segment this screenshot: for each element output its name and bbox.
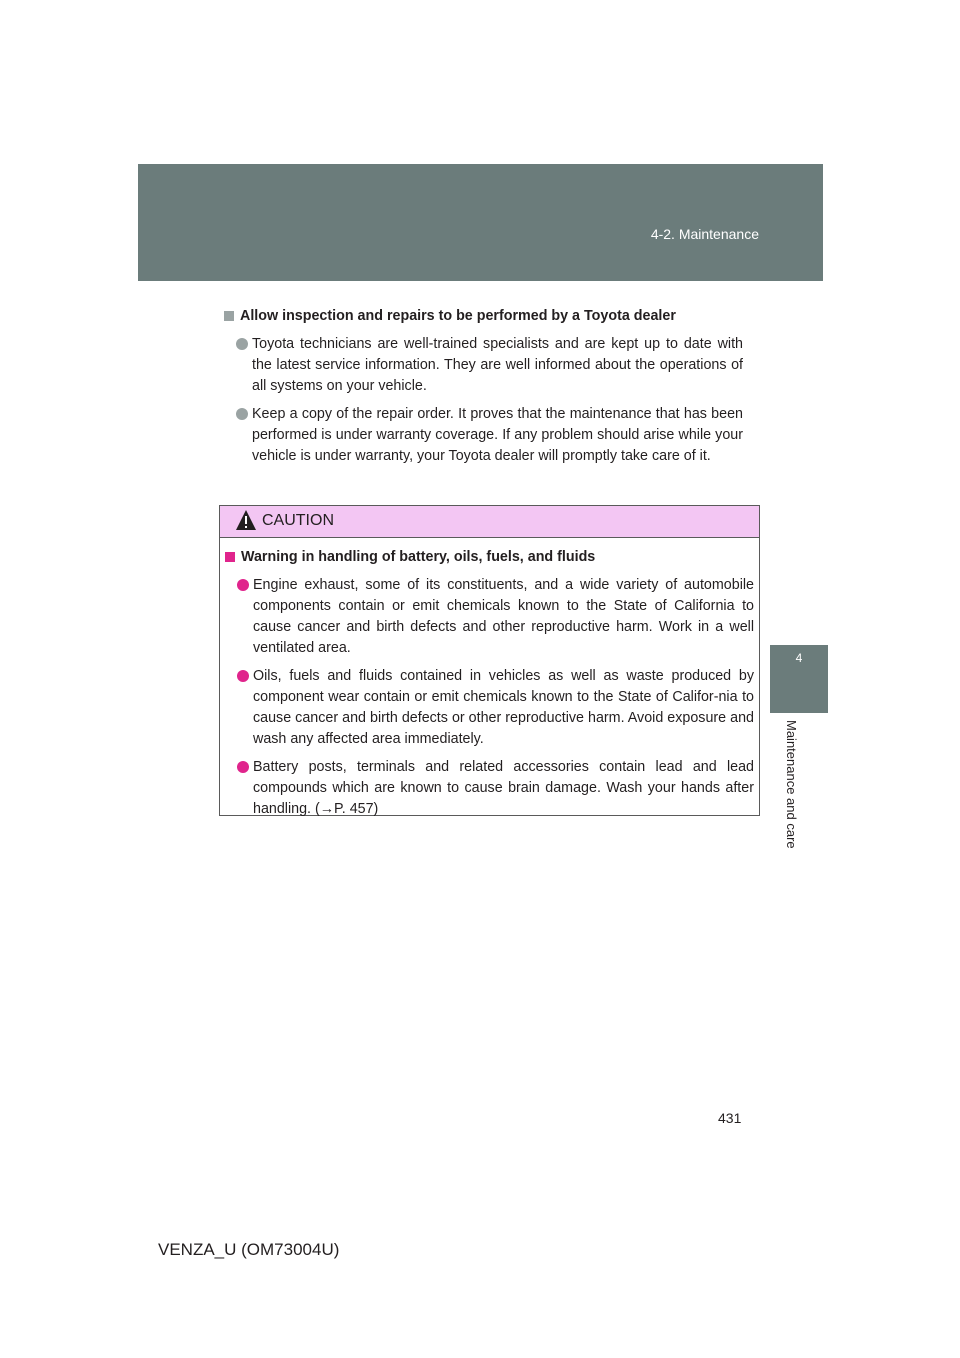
list-item: [224, 404, 743, 467]
list-item: [225, 757, 754, 820]
footer-code: VENZA_U (OM73004U): [158, 1240, 340, 1259]
list-item: [224, 334, 743, 397]
page-number: 431: [718, 1110, 742, 1126]
section-heading: [224, 306, 743, 327]
list-item: [225, 666, 754, 750]
caution-title: CAUTION: [262, 512, 334, 529]
round-bullet-icon: [237, 579, 249, 591]
caution-box: [219, 505, 760, 816]
chapter-label: Maintenance and care: [784, 720, 799, 849]
list-item-text: Engine exhaust, some of its constituents, and a wide variety of automobile components contain or emit chemicals known to the State of California to cause cancer and birth defects and other reproductive harm. Work in a well ventilated area.: [253, 577, 754, 656]
list-item: [225, 575, 754, 659]
round-bullet-icon: [236, 338, 248, 350]
warning-triangle-icon: [235, 509, 257, 536]
header-band: [138, 164, 823, 281]
list-item-text: Oils, fuels and fluids contained in vehicles as well as waste produced by component wear contain or emit chemicals known to the State of Califor-nia to cause cancer and birth defects or other reproductive harm. Avoid exposure and wash any affected area immediately.: [253, 668, 754, 747]
list-item-text: Keep a copy of the repair order. It proves that the maintenance that has been performed is under warranty coverage. If any problem should arise while your vehicle is under warranty, your Toyota dealer will promptly take care of it.: [252, 406, 743, 464]
heading-text: Allow inspection and repairs to be performed by a Toyota dealer: [240, 308, 676, 324]
list-item-text: Battery posts, terminals and related accessories contain lead and lead compounds which are known to cause brain damage. Wash your hands after handling. (→P. 457): [253, 759, 754, 817]
heading-text: Warning in handling of battery, oils, fuels, and fluids: [241, 549, 596, 565]
square-bullet-icon: [225, 552, 235, 562]
round-bullet-icon: [237, 670, 249, 682]
list-item-text: Toyota technicians are well-trained specialists and are kept up to date with the latest service information. They are well informed about the operations of all systems on your vehicle.: [252, 336, 743, 394]
caution-heading: [225, 547, 754, 568]
caution-body: [225, 547, 754, 820]
chapter-number: 4: [795, 651, 803, 665]
section-title: 4-2. Maintenance: [650, 226, 759, 242]
round-bullet-icon: [236, 408, 248, 420]
round-bullet-icon: [237, 761, 249, 773]
caution-header: [220, 506, 759, 538]
chapter-tab: [770, 645, 828, 713]
square-bullet-icon: [224, 311, 234, 321]
main-content: [224, 306, 743, 467]
